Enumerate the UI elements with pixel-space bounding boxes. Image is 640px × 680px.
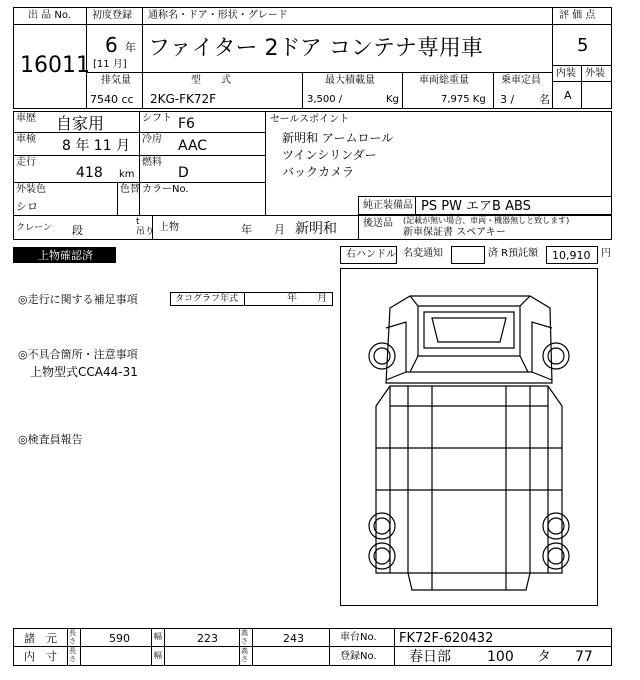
capacity-label: 乗車定員 [501, 75, 541, 86]
sales-point-line: バックカメラ [282, 165, 355, 179]
height-value-cell [252, 628, 330, 647]
vehicle-name-cell [142, 24, 553, 73]
name-label-cell [142, 7, 553, 25]
warranty-label: 後送品 [363, 218, 393, 229]
ac-cell [139, 132, 266, 156]
model-label: 型 式 [191, 75, 231, 86]
lot-number-cell [13, 24, 90, 109]
interior-width-label: 幅 [154, 651, 162, 660]
interior-height-cell [252, 646, 330, 666]
model-cell [142, 72, 303, 109]
defects-text: 上物型式CCA44-31 [30, 365, 138, 379]
sales-points-label: セールスポイント [270, 114, 350, 125]
interior-length-label: 長さ [69, 647, 76, 663]
interior-label: 内装 [556, 68, 576, 79]
body-date: 年 月 [241, 223, 285, 236]
displacement-cell [86, 72, 143, 109]
interior-dims-label-cell [13, 646, 68, 666]
notice-label: 名変通知 [403, 248, 443, 259]
payload: 3,500 / [307, 94, 343, 105]
reg-year-unit: 年 [125, 41, 136, 54]
history: 自家用 [56, 114, 105, 133]
interior-dims-label: 内 寸 [24, 650, 57, 663]
grade-label: 評 価 点 [559, 10, 596, 21]
height-value: 243 [283, 632, 304, 645]
reg-date-cell [86, 24, 143, 73]
inspector-report-label: ◎検査員報告 [18, 433, 83, 446]
lot-label-cell [13, 7, 87, 25]
body-cell [152, 215, 359, 240]
color-code-label: 色替 [120, 184, 140, 195]
height-label: 高さ [241, 629, 248, 645]
exterior-grade-cell [581, 81, 612, 109]
inspection-label: 車検 [16, 134, 36, 145]
length-label: 長さ [69, 629, 76, 645]
tacho-date: 年 月 [287, 293, 327, 304]
body-label: 上物 [159, 222, 179, 233]
interior-length-label-cell [67, 646, 81, 666]
grade-cell [552, 24, 612, 66]
crane-label: クレーン [16, 223, 52, 233]
width-label: 幅 [154, 632, 162, 641]
payload-label: 最大積載量 [325, 75, 375, 86]
mileage-cell [13, 155, 140, 183]
shift: F6 [178, 116, 195, 132]
gvw-cell [402, 72, 494, 109]
grade-label-cell [552, 7, 612, 25]
tacho-cell [170, 292, 333, 306]
recycle-amount-box [546, 246, 598, 264]
plate-kana: タ [537, 649, 551, 665]
displacement: 7540 cc [90, 93, 134, 106]
exterior-color-cell [13, 182, 118, 216]
exterior-label: 外装 [585, 68, 605, 79]
equipment-items-cell [415, 196, 612, 215]
inspection-cell [13, 132, 140, 156]
interior-label-cell [552, 65, 582, 82]
color-no-cell [139, 182, 266, 216]
displacement-label: 排気量 [101, 75, 131, 86]
crane-cell [13, 215, 153, 240]
crane-steps: 段 [72, 224, 83, 237]
sales-point-line: 新明和 アームロール [282, 131, 394, 145]
fuel: D [178, 165, 189, 181]
warranty-items: 新車保証書 スペアキー [403, 227, 506, 238]
crane-hanging: t 吊り [136, 217, 155, 237]
reg-label-cell [86, 7, 143, 25]
gvw: 7,975 Kg [441, 94, 486, 105]
chassis-label: 車台No. [340, 632, 377, 643]
reg-month: [11 月] [93, 59, 127, 70]
reg-label: 初度登録 [92, 10, 132, 21]
plate-area: 春日部 [409, 649, 451, 665]
tacho-divider [244, 292, 245, 306]
history-label: 車歴 [16, 113, 36, 124]
interior-height-label-cell [239, 646, 253, 666]
lot-label: 出 品 No. [28, 10, 71, 21]
recycle-amount: 10,910 [552, 249, 591, 262]
gvw-label: 車両総重量 [419, 75, 469, 86]
interior-width-cell [164, 646, 240, 666]
body-check-badge [13, 247, 116, 263]
color-code-cell [117, 182, 140, 216]
history-cell [13, 111, 140, 133]
specs-label: 諸 元 [24, 632, 57, 645]
interior-length-cell [80, 646, 152, 666]
length-value: 590 [109, 632, 130, 645]
exterior-color-label: 外装色 [16, 184, 46, 195]
warranty-note: (記載が無い場合、車両・機器無しと致します) [403, 216, 570, 225]
interior-width-label-cell [151, 646, 165, 666]
chassis-no: FK72F-620432 [399, 631, 494, 646]
payload-unit: Kg [386, 94, 399, 105]
length-label-cell [67, 628, 81, 647]
name-label: 通称名・ドア・形状・グレード [148, 10, 288, 21]
chassis-label-cell [329, 628, 395, 647]
truck-diagram [340, 268, 598, 606]
capacity-cell [493, 72, 553, 109]
body-maker: 新明和 [295, 221, 337, 237]
height-label-cell [239, 628, 253, 647]
interior-grade: A [564, 89, 572, 102]
length-value-cell [80, 628, 152, 647]
overall-grade: 5 [577, 35, 589, 56]
width-value-cell [164, 628, 240, 647]
mileage-label: 走行 [16, 157, 36, 168]
capacity-unit: 名 [539, 93, 550, 106]
recycle-unit: 円 [601, 248, 611, 259]
exterior-color: シロ [16, 200, 38, 213]
model: 2KG-FK72F [150, 92, 217, 106]
shift-cell [139, 111, 266, 133]
color-no-label: カラーNo. [142, 184, 189, 195]
equipment-items: PS PW エアB ABS [421, 199, 531, 214]
shift-label: シフト [142, 113, 172, 124]
interior-grade-cell [552, 81, 582, 109]
plate-value-cell [394, 646, 612, 666]
steering-cell [340, 246, 397, 264]
defects-label: ◎不具合箇所・注意事項 [18, 348, 138, 361]
tacho-label: タコグラフ年式 [175, 294, 239, 304]
interior-height-label: 高さ [241, 647, 248, 663]
mileage-unit: km [119, 169, 135, 180]
plate-number: 77 [575, 649, 593, 665]
plate-label-cell [329, 646, 395, 666]
equipment-label: 純正装備品 [363, 200, 413, 211]
width-value: 223 [197, 632, 218, 645]
lot-number: 16011 [20, 53, 90, 78]
running-notes-label: ◎走行に関する補足事項 [18, 293, 138, 306]
capacity: 3 / [500, 93, 515, 106]
ac-label: 冷房 [142, 134, 162, 145]
width-label-cell [151, 628, 165, 647]
notice-box [451, 246, 485, 264]
steering: 右ハンドル [346, 249, 396, 260]
chassis-value-cell [394, 628, 612, 647]
body-check-badge-text: 上物確認済 [38, 249, 93, 262]
equipment-label-cell [358, 196, 416, 215]
mileage: 418 [76, 165, 103, 181]
fuel-label: 燃料 [142, 157, 162, 168]
specs-label-cell [13, 628, 68, 647]
recycle-label: 済 R預託額 [488, 248, 539, 259]
exterior-label-cell [581, 65, 612, 82]
plate-class: 100 [487, 649, 514, 665]
plate-label: 登録No. [340, 651, 377, 662]
inspection: 8 年 11 月 [62, 138, 131, 154]
vehicle-name: ファイター 2ドア コンテナ専用車 [148, 36, 483, 61]
payload-cell [302, 72, 403, 109]
sales-point-line: ツインシリンダー [282, 148, 377, 162]
fuel-cell [139, 155, 266, 183]
reg-year: 6 [105, 33, 118, 57]
ac: AAC [178, 138, 208, 154]
warranty-cell [358, 214, 612, 240]
